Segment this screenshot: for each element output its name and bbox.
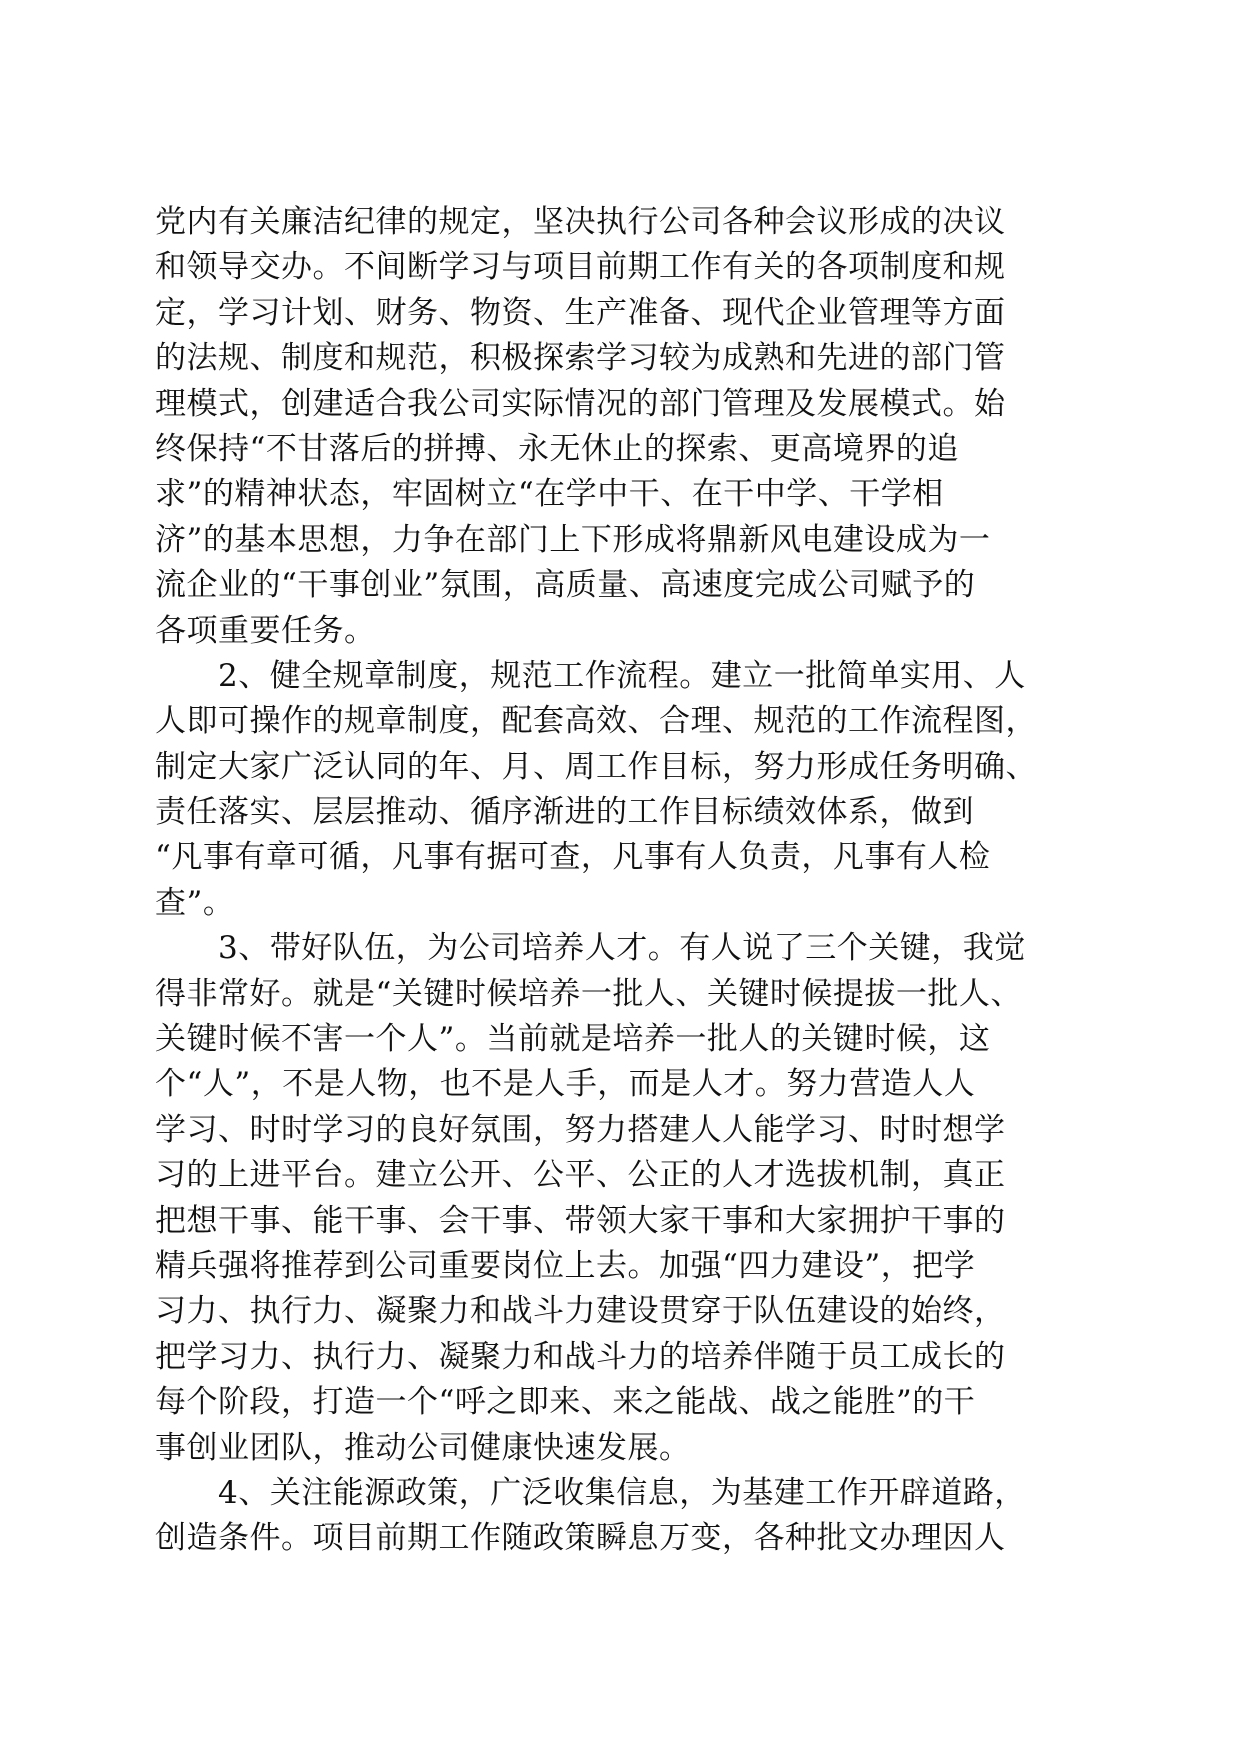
text-line: 习力、执行力、凝聚力和战斗力建设贯穿于队伍建设的始终， [155,1293,1006,1330]
text-line: 济”的基本思想，力争在部门上下形成将鼎新风电建设成为一 [155,521,991,558]
text-line: 理模式，创建适合我公司实际情况的部门管理及发展模式。始 [155,385,1006,422]
text-line: 3、带好队伍，为公司培养人才。有人说了三个关键，我觉 [155,930,1026,967]
text-line: 事创业团队，推动公司健康快速发展。 [155,1429,691,1466]
text-line: 学习、时时学习的良好氛围，努力搭建人人能学习、时时想学 [155,1111,1006,1148]
text-line: 2、健全规章制度，规范工作流程。建立一批简单实用、人 [155,657,1026,694]
text-line: 把学习力、执行力、凝聚力和战斗力的培养伴随于员工成长的 [155,1338,1006,1375]
text-line: 精兵强将推荐到公司重要岗位上去。加强“四力建设”，把学 [155,1247,976,1284]
body-text [155,200,1095,1562]
text-line: 求”的精神状态，牢固树立“在学中干、在干中学、干学相 [155,476,944,513]
text-line: 人即可操作的规章制度，配套高效、合理、规范的工作流程图， [155,703,1037,740]
text-line: 把想干事、能干事、会干事、带领大家干事和大家拥护干事的 [155,1202,1006,1239]
text-line: 个“人”，不是人物，也不是人手，而是人才。努力营造人人 [155,1066,976,1103]
text-line: 和领导交办。不间断学习与项目前期工作有关的各项制度和规 [155,249,1006,286]
text-line: 责任落实、层层推动、循序渐进的工作目标绩效体系，做到 [155,794,974,831]
text-line: 创造条件。项目前期工作随政策瞬息万变，各种批文办理因人 [155,1520,1006,1557]
text-line: 党内有关廉洁纪律的规定，坚决执行公司各种会议形成的决议 [155,204,1006,240]
text-line: 习的上进平台。建立公开、公平、公正的人才选拔机制，真正 [155,1157,1006,1194]
text-line: “凡事有章可循，凡事有据可查，凡事有人负责，凡事有人检 [155,839,991,876]
text-line: 的法规、制度和规范，积极探索学习较为成熟和先进的部门管 [155,340,1006,377]
text-line: 终保持“不甘落后的拼搏、永无休止的探索、更高境界的追 [155,430,959,467]
text-line: 4、关注能源政策，广泛收集信息，为基建工作开辟道路， [155,1474,1026,1511]
text-line: 流企业的“干事创业”氛围，高质量、高速度完成公司赋予的 [155,567,976,604]
text-line: 制定大家广泛认同的年、月、周工作目标，努力形成任务明确、 [155,748,1037,785]
text-line: 得非常好。就是“关键时候培养一批人、关键时候提拔一批人、 [155,975,1022,1012]
text-line: 每个阶段，打造一个“呼之即来、来之能战、战之能胜”的干 [155,1384,976,1421]
text-line: 查”。 [155,884,235,921]
text-line: 关键时候不害一个人”。当前就是培养一批人的关键时候，这 [155,1021,991,1058]
text-line: 定，学习计划、财务、物资、生产准备、现代企业管理等方面 [155,294,1006,331]
text-line: 各项重要任务。 [155,612,376,649]
